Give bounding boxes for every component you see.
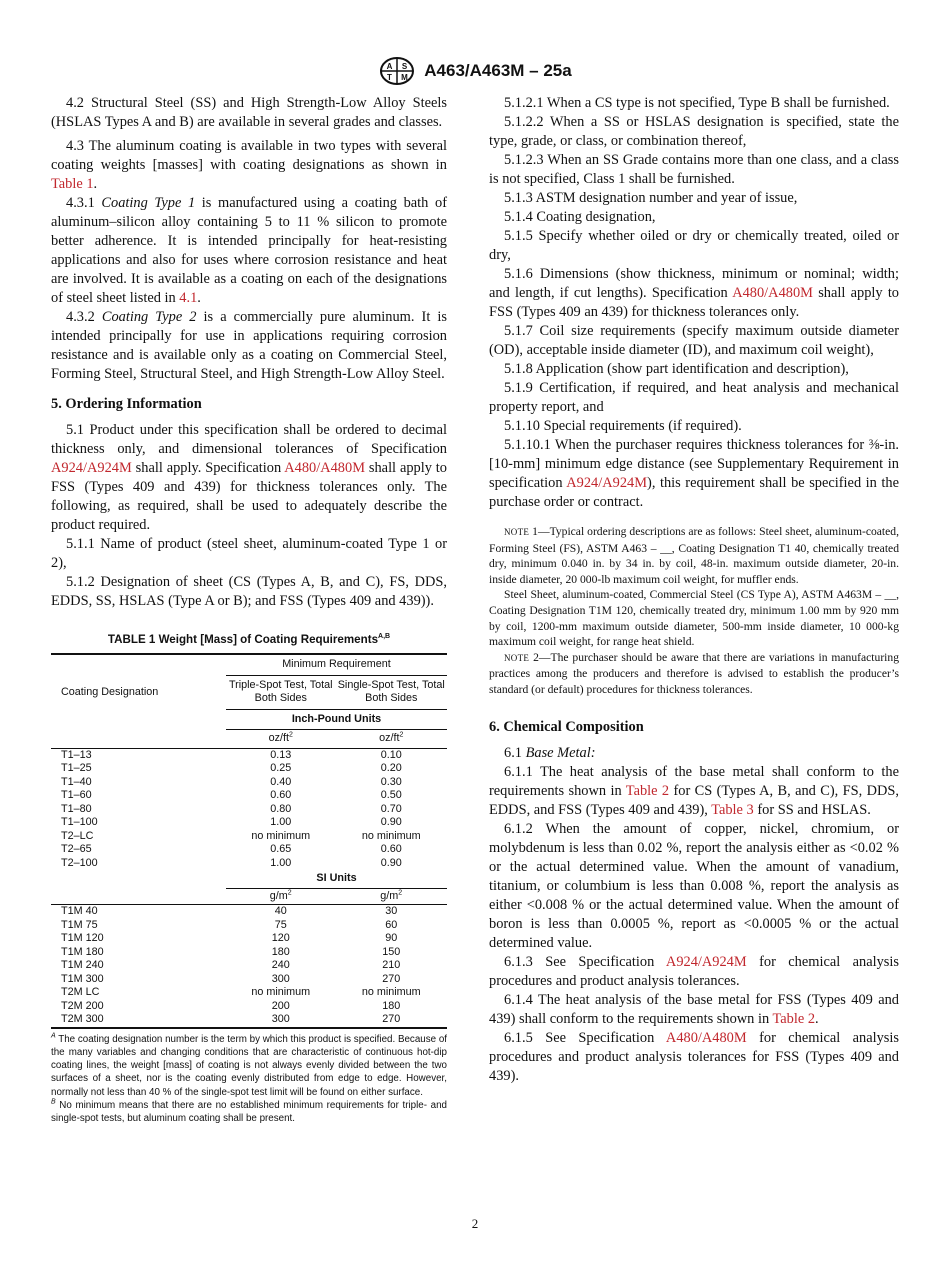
- para-5-1-5: 5.1.5 Specify whether oiled or dry or chemically treated, oiled or dry,: [489, 228, 899, 263]
- cell-single: 0.60: [380, 843, 402, 855]
- cell-designation: T2–100: [61, 856, 98, 869]
- para-4-2: 4.2 Structural Steel (SS) and High Strength-Low Alloy Steels (HSLAS Types A and B) are available in several grades and classes.: [51, 95, 447, 130]
- col-header-triple: Triple-Spot Test, Total Both Sides: [226, 675, 336, 709]
- right-column: [489, 94, 899, 1086]
- para-5-1-6: 5.1.6 Dimensions (show thickness, minimum or nominal; width; and length, if cut lengths). Specification A480/A480M shall apply to FSS (Types 409 an 439) for thickness tolerances only.: [489, 266, 900, 320]
- para-5-1-8: 5.1.8 Application (show part identification and description),: [504, 361, 849, 377]
- link-a924[interactable]: A924/A924M: [566, 475, 648, 491]
- para-6-1-4: 6.1.4 The heat analysis of the base metal for FSS (Types 409 and 439) shall conform to the requirements shown in Table 2.: [489, 991, 899, 1027]
- cell-single: 0.30: [380, 775, 402, 788]
- link-table-1[interactable]: Table 1: [51, 176, 94, 192]
- page-number: 2: [471, 1216, 479, 1231]
- note-2: NOTE 2—The purchaser should be aware that there are variations in manufacturing practices among the producers and therefore is advised to establish the producer’s standard (or default) procedures for thickness tolerances.: [489, 650, 899, 696]
- table-row: [51, 762, 447, 776]
- cell-designation: T1–25: [61, 762, 92, 774]
- cell-designation: T1–40: [61, 775, 92, 788]
- section-6-heading: 6. Chemical Composition: [489, 718, 644, 735]
- cell-triple: no minimum: [251, 829, 311, 842]
- table-row: [51, 959, 447, 973]
- link-table-2[interactable]: Table 2: [625, 782, 670, 799]
- cell-triple: 75: [274, 918, 287, 931]
- unit-g-single: $g/m^2$: [336, 888, 447, 905]
- col-header-designation: Coating Designation: [51, 654, 226, 730]
- para-5-1-10: 5.1.10 Special requirements (if required).: [504, 418, 742, 434]
- unit-oz-triple: $oz/ft^2$: [226, 730, 336, 749]
- link-section-4-1[interactable]: 4.1: [179, 290, 198, 306]
- footnote-a: $^A$ The coating designation number is the term by which this product is specified. Because of the many variables and changing conditions that are characteristic of continuous hot-dip coating lines, the weight [mass] of coating is not always evenly divided between the two surfaces of a sheet, nor is the coating evenly distributed from edge to edge. However, normally not less than 40 % of the single-spot test limit will be found on either surface.: [51, 1032, 447, 1098]
- para-5-1-2-3: 5.1.2.3 When an SS Grade contains more than one class, and a class is not specified, Class 1 shall be furnished.: [489, 152, 899, 187]
- cell-designation: T1M 75: [61, 918, 98, 931]
- cell-triple: 200: [271, 999, 290, 1012]
- cell-designation: T2–65: [61, 843, 92, 855]
- cell-single: 0.90: [380, 816, 402, 828]
- cell-single: 60: [385, 918, 398, 931]
- cell-designation: T2–LC: [61, 829, 94, 842]
- unit-g-triple: $g/m^2$: [226, 888, 336, 905]
- link-a924[interactable]: A924/A924M: [665, 953, 747, 970]
- link-a480[interactable]: A480/A480M: [284, 460, 365, 476]
- svg-text:A: A: [386, 62, 393, 71]
- page-header: [0, 56, 950, 86]
- left-column: [51, 94, 447, 1126]
- para-6-1-5: 6.1.5 See Specification A480/A480M for chemical analysis procedures and product analysis tolerances for FSS (Types 409 and 439).: [489, 1029, 899, 1084]
- cell-designation: T1M 120: [61, 932, 104, 944]
- cell-triple: 0.60: [270, 789, 292, 801]
- table-footnotes: [51, 1033, 447, 1126]
- cell-single: 0.20: [380, 762, 402, 774]
- notes-block: [489, 524, 899, 698]
- cell-triple: 0.80: [270, 802, 292, 815]
- cell-designation: T1M 40: [61, 905, 98, 917]
- cell-triple: 0.25: [270, 762, 292, 774]
- cell-designation: T1–13: [61, 748, 92, 761]
- note-1: NOTE 1—Typical ordering descriptions are as follows: Steel sheet, aluminum-coated, Forming Steel (FS), ASTM A463 – __, Coating Designation T1 40, chemically treated dry, minimum 0.040 in. by 34 in. by coil, 48-in. maximum outside diameter, 20-in. inside diameter, 20 000-lb maximum coil weight, for muffler ends.: [489, 525, 899, 586]
- para-6-1-1: 6.1.1 The heat analysis of the base metal shall conform to the requirements shown in Table 2 for CS (Types A, B, and C), FS, DDS, EDDS, and FSS (Types 409 and 439), Table 3 for SS and HSLAS.: [489, 763, 899, 818]
- table-row: [51, 905, 447, 919]
- cell-triple: 1.00: [270, 856, 292, 869]
- para-5-1-1: 5.1.1 Name of product (steel sheet, aluminum-coated Type 1 or 2),: [51, 536, 447, 571]
- svg-text:S: S: [402, 62, 408, 71]
- cell-single: 30: [385, 905, 398, 917]
- section-5-heading: 5. Ordering Information: [51, 396, 202, 412]
- table-row: [51, 932, 447, 946]
- table-row: [51, 973, 447, 987]
- table-row: [51, 830, 447, 844]
- cell-designation: T1–60: [61, 789, 92, 801]
- svg-text:M: M: [401, 73, 409, 82]
- para-5-1-4: 5.1.4 Coating designation,: [504, 209, 656, 225]
- cell-triple: 180: [271, 945, 290, 958]
- table-row: [51, 986, 447, 1000]
- cell-triple: 1.00: [270, 816, 292, 828]
- cell-single: no minimum: [361, 829, 421, 842]
- cell-triple: 120: [271, 932, 290, 944]
- para-5-1-10-1: 5.1.10.1 When the purchaser requires thickness tolerances for ⅜-in. [10-mm] minimum edge distance (see Supplementary Requirement in specification A924/A924M), this requirement shall be specified in the purchase order or contract.: [489, 437, 899, 510]
- para-4-3-1: 4.3.1 Coating Type 1 is manufactured using a coating bath of aluminum–silicon alloy containing 5 to 11 % silicon to promote better adherence. It is intended principally for heat-resisting applications and also for uses where corrosion resistance and heat are involved. It is available as a coating on each of the designations of steel sheet listed in 4.1.: [51, 195, 447, 306]
- cell-triple: 40: [274, 905, 287, 917]
- cell-single: 0.90: [380, 856, 402, 869]
- cell-designation: T1M 180: [61, 945, 104, 958]
- cell-single: 210: [382, 959, 401, 971]
- para-5-1-9: 5.1.9 Certification, if required, and heat analysis and mechanical property report, and: [489, 380, 899, 415]
- cell-designation: T1–80: [61, 802, 92, 815]
- cell-triple: 300: [226, 1013, 336, 1028]
- table-row: [51, 803, 447, 817]
- cell-designation: T2M 300: [51, 1013, 226, 1028]
- table-row: [51, 843, 447, 857]
- para-6-1: 6.1 Base Metal:: [504, 744, 596, 761]
- cell-single: 270: [382, 972, 401, 985]
- cell-triple: 300: [271, 972, 290, 985]
- table-row: [51, 789, 447, 803]
- para-5-1-7: 5.1.7 Coil size requirements (specify maximum outside diameter (OD), acceptable inside diameter (ID), and maximum coil weight),: [489, 323, 899, 358]
- table-1-title: TABLE 1 Weight [Mass] of Coating Requirements$^{A,B}$: [107, 633, 391, 646]
- link-table-3[interactable]: Table 3: [711, 801, 754, 818]
- para-4-3-2: 4.3.2 Coating Type 2 is a commercially pure aluminum. It is intended principally for use in applications requiring corrosion resistance and is available only as a coating on Commercial Steel, Forming Steel, Structural Steel, and High Strength-Low Alloy Steel.: [51, 309, 447, 382]
- cell-triple: 240: [271, 959, 290, 971]
- cell-single: 150: [382, 945, 401, 958]
- note-1-continued: Steel Sheet, aluminum-coated, Commercial Steel (CS Type A), ASTM A463M – __, Coating Designation T1M 120, chemically treated dry, minimum 1.00 mm by 920 mm by coil, 1200-mm maximum outside diameter, 500-mm inside diameter, 10 000-kg maximum coil weight, for range heat shield.: [489, 588, 899, 649]
- cell-single: 90: [385, 932, 398, 944]
- para-6-1-3: 6.1.3 See Specification A924/A924M for chemical analysis procedures and product analysis tolerances.: [489, 953, 899, 989]
- link-a480[interactable]: A480/A480M: [665, 1029, 747, 1046]
- cell-designation: T2M LC: [61, 986, 100, 998]
- cell-designation: T1M 300: [61, 972, 104, 985]
- table-row: [51, 857, 447, 871]
- coating-table: [51, 653, 447, 1029]
- cell-single: 270: [336, 1013, 447, 1028]
- cell-triple: no minimum: [251, 986, 311, 998]
- link-table-2[interactable]: Table 2: [772, 1010, 816, 1027]
- cell-single: 180: [382, 999, 401, 1012]
- cell-single: no minimum: [361, 986, 421, 998]
- cell-single: 0.10: [380, 748, 402, 761]
- para-5-1-2: 5.1.2 Designation of sheet (CS (Types A, B, and C), FS, DDS, EDDS, SS, HSLAS (Type A or B); and FSS (Types 409 and 439)).: [51, 574, 447, 609]
- cell-triple: 0.40: [270, 775, 292, 788]
- table-row: [51, 748, 447, 762]
- cell-designation: T1–100: [61, 816, 98, 828]
- svg-text:T: T: [387, 73, 393, 82]
- document-id: A463/A463M – 25a: [424, 61, 572, 80]
- cell-triple: 0.13: [270, 748, 292, 761]
- para-5-1-2-1: 5.1.2.1 When a CS type is not specified, Type B shall be furnished.: [504, 95, 890, 111]
- units-header-si: SI Units: [226, 870, 447, 888]
- link-a924[interactable]: A924/A924M: [51, 460, 132, 476]
- table-row: [51, 776, 447, 790]
- para-5-1-2-2: 5.1.2.2 When a SS or HSLAS designation is specified, state the type, grade, or class, or combination thereof,: [489, 114, 899, 149]
- units-header-inch: Inch-Pound Units: [226, 709, 447, 730]
- cell-designation: T1M 240: [61, 959, 104, 971]
- table-row: [51, 1000, 447, 1014]
- table-row: [51, 816, 447, 830]
- para-6-1-2: 6.1.2 When the amount of copper, nickel, chromium, or molybdenum is less than 0.02 %, report the analysis either as <0.02 % or the actual determined value. When the amount of vanadium, titanium, or columbium is less than 0.008 %, report the analysis as either <0.008 % or the actual determined value. When the amount of boron is less than 0.0005 %, report as <0.0005 % or the actual determined value.: [489, 820, 899, 951]
- table-row: [51, 1013, 447, 1028]
- cell-triple: 0.65: [270, 843, 292, 855]
- table-row: [51, 919, 447, 933]
- para-5-1: 5.1 Product under this specification shall be ordered to decimal thickness only, and dimensional tolerances of Specification A924/A924M shall apply. Specification A480/A480M shall apply to FSS (Types 409 and 439) for thickness tolerances only. The following, as required, shall be used to adequately describe the product required.: [51, 422, 447, 533]
- col-header-min-req: Minimum Requirement: [226, 654, 447, 675]
- cell-single: 0.50: [380, 789, 402, 801]
- para-5-1-3: 5.1.3 ASTM designation number and year of issue,: [504, 190, 798, 206]
- cell-designation: T2M 200: [61, 999, 104, 1012]
- table-row: [51, 946, 447, 960]
- col-header-single: Single-Spot Test, Total Both Sides: [336, 675, 447, 709]
- link-a480[interactable]: A480/A480M: [732, 285, 813, 301]
- para-4-3: 4.3 The aluminum coating is available in two types with several coating weights [masses] with coating designations as shown in Table 1.: [51, 138, 447, 192]
- astm-logo-icon: [378, 56, 416, 86]
- unit-oz-single: $oz/ft^2$: [336, 730, 447, 749]
- cell-single: 0.70: [380, 802, 402, 815]
- footnote-b: $^B$ No minimum means that there are no established minimum requirements for triple- and single-spot tests, but aluminum coating shall be present.: [51, 1098, 447, 1125]
